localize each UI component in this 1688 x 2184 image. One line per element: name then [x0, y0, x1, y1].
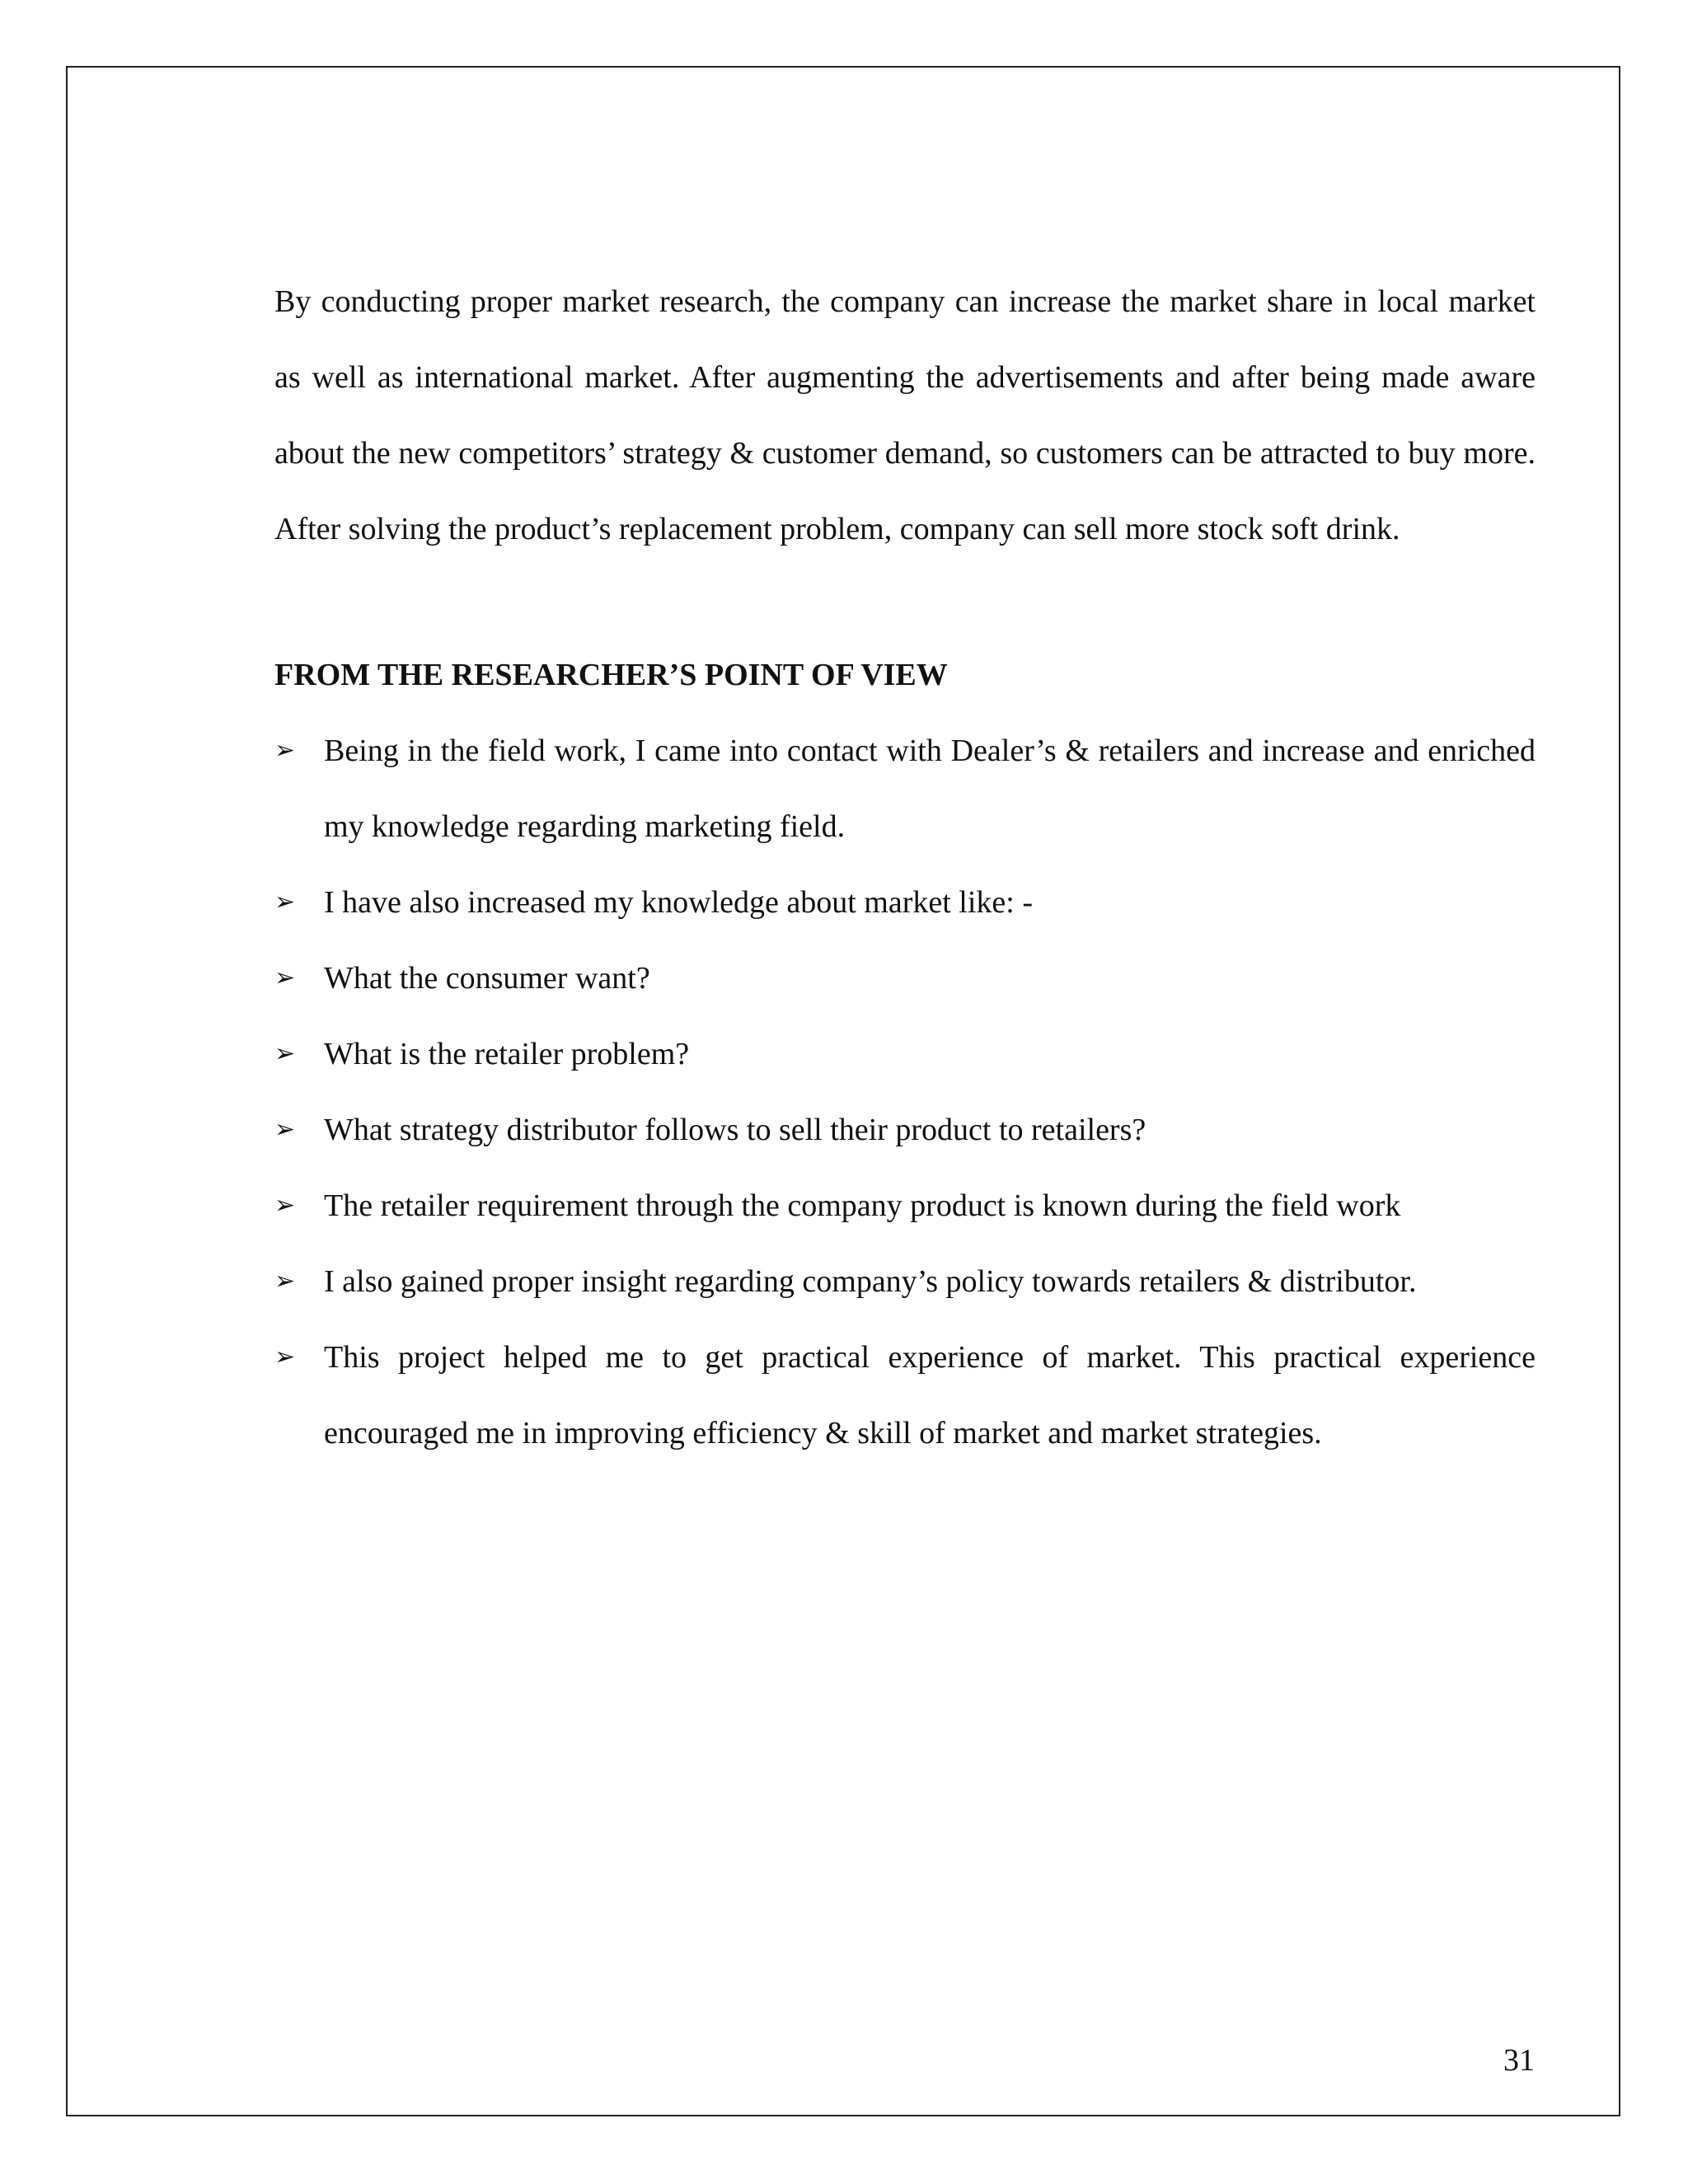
- list-item: [274, 940, 1536, 1016]
- arrow-bullet-icon: ➢: [274, 1191, 296, 1220]
- page-content: [274, 264, 1536, 1471]
- list-item: [274, 1016, 1536, 1092]
- arrow-bullet-icon: ➢: [274, 1115, 296, 1144]
- page-number: 31: [1503, 2043, 1535, 2078]
- list-item: [274, 1319, 1536, 1471]
- list-item: [274, 1244, 1536, 1319]
- arrow-bullet-icon: ➢: [274, 1343, 296, 1371]
- list-item-text: I also gained proper insight regarding company’s policy towards retailers & distributor.: [324, 1264, 1417, 1299]
- list-item-text: I have also increased my knowledge about market like: -: [324, 885, 1033, 920]
- list-item-text: This project helped me to get practical experience of market. This practical experience encouraged me in improving efficiency & skill of market and market strategies.: [324, 1340, 1536, 1451]
- list-item-text: What strategy distributor follows to sell their product to retailers?: [324, 1113, 1146, 1147]
- arrow-bullet-icon: ➢: [274, 1039, 296, 1068]
- intro-paragraph: By conducting proper market research, the company can increase the market share in local market as well as international market. After augmenting the advertisements and after being made aware about the new competitors’ strategy & customer demand, so customers can be attracted to buy more. After solving the product’s replacement problem, company can sell more stock soft drink.: [274, 284, 1536, 546]
- researcher-points-list: [274, 713, 1536, 1471]
- arrow-bullet-icon: ➢: [274, 1267, 296, 1296]
- section-heading: FROM THE RESEARCHER’S POINT OF VIEW: [274, 658, 948, 692]
- arrow-bullet-icon: ➢: [274, 963, 296, 992]
- list-item-text: What the consumer want?: [324, 961, 650, 996]
- list-item-text: What is the retailer problem?: [324, 1037, 690, 1071]
- list-item-text: The retailer requirement through the company product is known during the field work: [324, 1188, 1401, 1223]
- arrow-bullet-icon: ➢: [274, 736, 296, 765]
- list-item: [274, 1168, 1536, 1244]
- list-item-text: Being in the field work, I came into contact with Dealer’s & retailers and increase and enriched my knowledge regarding marketing field.: [324, 733, 1536, 844]
- list-item: [274, 865, 1536, 940]
- list-item: [274, 1092, 1536, 1168]
- arrow-bullet-icon: ➢: [274, 888, 296, 916]
- list-item: [274, 713, 1536, 865]
